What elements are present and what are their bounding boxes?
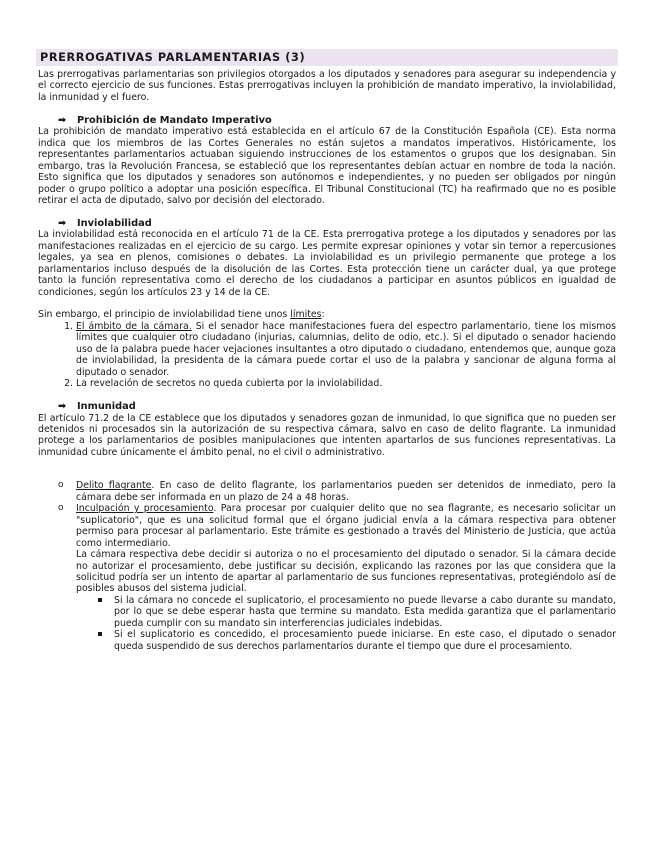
limit-text: La revelación de secretos no queda cubierta por la inviolabilidad. xyxy=(76,378,383,390)
list-item xyxy=(76,480,616,503)
mandato-paragraph: La prohibición de mandato imperativo está establecida en el artículo 67 de la Constitución Española (CE). Esta norma indica que los miembros de las Cortes Generales no están sujetos a mandatos imperativos. Históricamente, los representantes parlamentarios actuaban siguiendo instrucciones de los estamentos o grupos que los designaban. Sin embargo, tras la Revolución Francesa, se estableció que los representantes debían actuar en nombre de toda la nación. Esto significa que los diputados y senadores son autónomos e independientes, y no pueden ser obligados por ningún poder o grupo político a adoptar una posición específica. El Tribunal Constitucional (TC) ha reafirmado que no es posible retirar el acta de diputado, salvo por decisión del electorado. xyxy=(38,126,616,206)
heading-text: Inmunidad xyxy=(77,401,136,413)
limits-intro-text: Sin embargo, el principio de inviolabilidad tiene unos xyxy=(38,309,291,321)
page-title: PRERROGATIVAS PARLAMENTARIAS (3) xyxy=(40,51,306,64)
list-item xyxy=(76,503,616,652)
section-heading-inviolabilidad xyxy=(38,218,616,229)
item-term: Delito flagrante xyxy=(76,480,152,492)
inmunidad-list xyxy=(38,480,616,652)
limit-term: El ámbito de la cámara. xyxy=(76,320,192,332)
arrow-icon: ➡ xyxy=(58,217,67,229)
limit-text: Si el senador hace manifestaciones fuera del espectro parlamentario, tiene los mismos límites que cualquier otro ciudadano (injurias, calumnias, delito de odio, etc.). Si el diputado o senador haciendo uso de la palabra puede hacer vejaciones insultantes a otro diputado o ciudadano, entendemos que, aunque goza de inviolabilidad, la presidenta de la cámara puede cortar el uso de la palabra y sancionar de alguna forma al diputado o senador. xyxy=(76,320,616,378)
item-text: . En caso de delito flagrante, los parlamentarios pueden ser detenidos de inmediato, pero la cámara debe ser informada en un plazo de 24 a 48 horas. xyxy=(76,480,616,503)
list-item xyxy=(76,321,616,378)
limits-intro xyxy=(38,309,616,320)
item-extra: La cámara respectiva debe decidir si autoriza o no el procesamiento del diputado o senador. Si la cámara decide no autorizar el procesamiento, debe justificar su decisión, explicando las razones por las que considera que la solicitud podría ser un intento de apartar al parlamentario de sus funciones representativas, protegiéndolo así de posibles abusos del sistema judicial. xyxy=(76,549,616,595)
document-body xyxy=(38,69,616,652)
arrow-icon: ➡ xyxy=(58,401,67,413)
list-item: Si la cámara no concede el suplicatorio, el procesamiento no puede llevarse a cabo durante su mandato, por lo que se debe esperar hasta que termine su mandato. Esta medida garantiza que el parlamentario pueda cumplir con su mandato sin interferencias judiciales indebidas. xyxy=(114,594,616,629)
inviolabilidad-paragraph: La inviolabilidad está reconocida en el artículo 71 de la CE. Esta prerrogativa protege a los diputados y senadores por las manifestaciones realizadas en el ejercicio de su cargo. Les permite expresar opiniones y votar sin temor a repercusiones legales, ya sea en plenos, comisiones o debates. La inviolabilidad es un privilegio permanente que protege a los parlamentarios incluso después de la disolución de las Cortes. Esta protección tiene un carácter dual, ya que protege tanto la función representativa como el derecho de los ciudadanos a participar en asuntos públicos en igualdad de condiciones, según los artículos 23 y 14 de la CE. xyxy=(38,229,616,298)
heading-text: Prohibición de Mandato Imperativo xyxy=(77,114,272,126)
list-item xyxy=(76,378,616,389)
heading-text: Inviolabilidad xyxy=(77,217,152,229)
suplicatorio-list xyxy=(76,595,616,652)
inmunidad-paragraph: El artículo 71.2 de la CE establece que los diputados y senadores gozan de inmunidad, lo que significa que no pueden ser detenidos ni procesados sin la autorización de su respectiva cámara, salvo en caso de delito flagrante. La inmunidad protege a los parlamentarios de posibles manipulaciones que intenten apartarlos de sus funciones representativas. La inmunidad cubre únicamente el ámbito penal, no el civil o administrativo. xyxy=(38,412,616,458)
intro-paragraph: Las prerrogativas parlamentarias son privilegios otorgados a los diputados y senadores para asegurar su independencia y el correcto ejercicio de sus funciones. Estas prerrogativas incluyen la prohibición de mandato imperativo, la inviolabilidad, la inmunidad y el fuero. xyxy=(38,69,616,103)
limits-colon: : xyxy=(321,309,325,321)
list-item: Si el suplicatorio es concedido, el procesamiento puede iniciarse. En este caso, el diputado o senador queda suspendido de sus derechos parlamentarios durante el tiempo que dure el procesamiento. xyxy=(114,629,616,652)
item-text: . Para procesar por cualquier delito que no sea flagrante, es necesario solicitar un "suplicatorio", que es una solicitud formal que el órgano judicial envía a la cámara respectiva para obtener permiso para procesar al parlamentario. Este trámite es gestionado a través del Ministerio de Justicia, que actúa como intermediario. xyxy=(76,503,616,549)
limits-list xyxy=(38,321,616,390)
section-heading-mandato xyxy=(38,115,616,126)
section-heading-inmunidad xyxy=(38,401,616,412)
arrow-icon: ➡ xyxy=(58,114,67,126)
limits-word: límites xyxy=(290,309,322,321)
item-term: Inculpación y procesamiento xyxy=(76,503,214,515)
